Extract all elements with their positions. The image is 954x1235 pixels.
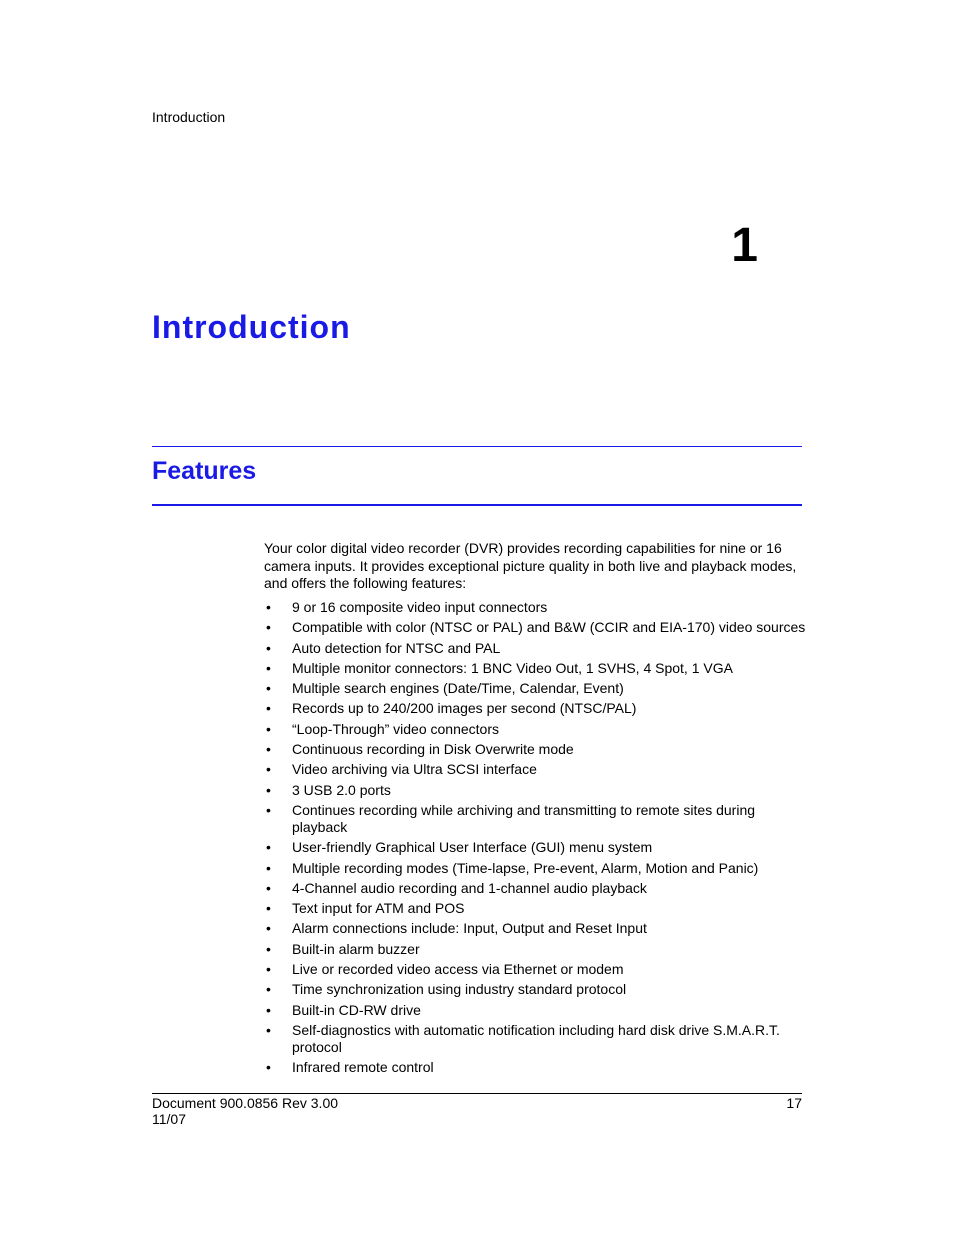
feature-list-item — [264, 782, 809, 799]
feature-text: Video archiving via Ultra SCSI interface — [292, 761, 537, 778]
bullet-icon: • — [266, 920, 271, 937]
intro-paragraph: Your color digital video recorder (DVR) provides recording capabilities for nine or 16 camera inputs. It provides exceptional picture quality in both live and playback modes, and offers the following features: — [264, 540, 797, 591]
feature-list-item — [264, 941, 809, 958]
feature-text: Time synchronization using industry standard protocol — [292, 981, 627, 998]
feature-list-item — [264, 981, 809, 998]
bullet-icon: • — [266, 839, 271, 856]
section-rule-bottom — [152, 504, 802, 506]
chapter-number: 1 — [731, 219, 758, 272]
feature-text: Multiple recording modes (Time-lapse, Pre-event, Alarm, Motion and Panic) — [292, 859, 759, 876]
bullet-icon: • — [266, 1001, 271, 1018]
feature-list-item — [264, 761, 809, 778]
section-rule-top — [152, 446, 802, 447]
feature-list-item — [264, 660, 809, 677]
bullet-icon: • — [266, 801, 271, 818]
feature-list — [264, 599, 809, 1080]
feature-list-item — [264, 1022, 809, 1056]
bullet-icon: • — [266, 619, 271, 636]
feature-text: Continues recording while archiving and transmitting to remote sites during playback — [292, 801, 756, 835]
bullet-icon: • — [266, 599, 271, 615]
section-title: Features — [152, 457, 257, 485]
bullet-icon: • — [266, 900, 271, 917]
bullet-icon: • — [266, 761, 271, 778]
feature-text: Self-diagnostics with automatic notification including hard disk drive S.M.A.R.T. protocol — [292, 1021, 780, 1055]
feature-text: Text input for ATM and POS — [292, 900, 465, 917]
feature-text: 9 or 16 composite video input connectors — [292, 599, 548, 615]
footer-date: 11/07 — [152, 1111, 186, 1127]
feature-list-item — [264, 1002, 809, 1019]
feature-text: Multiple monitor connectors: 1 BNC Video Out, 1 SVHS, 4 Spot, 1 VGA — [292, 659, 733, 676]
running-header: Introduction — [152, 109, 226, 125]
bullet-icon: • — [266, 659, 271, 676]
bullet-icon: • — [266, 1059, 271, 1076]
feature-text: Auto detection for NTSC and PAL — [292, 639, 501, 656]
feature-list-item — [264, 880, 809, 897]
footer-document-info — [152, 1095, 338, 1127]
feature-list-item — [264, 721, 809, 738]
feature-text: Compatible with color (NTSC or PAL) and B&W (CCIR and EIA-170) video sources — [292, 619, 806, 636]
feature-text: Records up to 240/200 images per second (NTSC/PAL) — [292, 700, 637, 717]
bullet-icon: • — [266, 680, 271, 697]
bullet-icon: • — [266, 859, 271, 876]
bullet-icon: • — [266, 879, 271, 896]
feature-list-item — [264, 802, 809, 836]
feature-list-item — [264, 700, 809, 717]
feature-list-item — [264, 839, 809, 856]
feature-list-item — [264, 920, 809, 937]
chapter-title: Introduction — [152, 309, 351, 345]
feature-text: User-friendly Graphical User Interface (GUI) menu system — [292, 839, 653, 856]
feature-text: Multiple search engines (Date/Time, Calendar, Event) — [292, 680, 624, 697]
feature-text: Built-in CD-RW drive — [292, 1001, 421, 1018]
feature-list-item — [264, 599, 809, 616]
feature-list-item — [264, 900, 809, 917]
feature-text: 4-Channel audio recording and 1-channel audio playback — [292, 879, 647, 896]
bullet-icon: • — [266, 961, 271, 978]
footer-rule — [152, 1093, 802, 1094]
feature-text: 3 USB 2.0 ports — [292, 781, 391, 798]
bullet-icon: • — [266, 639, 271, 656]
bullet-icon: • — [266, 981, 271, 998]
page-number: 17 — [786, 1095, 802, 1111]
feature-text: “Loop-Through” video connectors — [292, 720, 500, 737]
feature-list-item — [264, 680, 809, 697]
feature-list-item — [264, 961, 809, 978]
bullet-icon: • — [266, 720, 271, 737]
feature-text: Infrared remote control — [292, 1059, 434, 1076]
bullet-icon: • — [266, 1021, 271, 1038]
feature-text: Live or recorded video access via Ethernet or modem — [292, 961, 624, 978]
feature-text: Alarm connections include: Input, Output and Reset Input — [292, 920, 647, 937]
footer-document-number: Document 900.0856 Rev 3.00 — [152, 1095, 339, 1111]
feature-text: Built-in alarm buzzer — [292, 940, 420, 957]
feature-list-item — [264, 741, 809, 758]
bullet-icon: • — [266, 741, 271, 758]
feature-list-item — [264, 860, 809, 877]
bullet-icon: • — [266, 781, 271, 798]
feature-text: Continuous recording in Disk Overwrite mode — [292, 741, 574, 758]
bullet-icon: • — [266, 940, 271, 957]
feature-list-item — [264, 1059, 809, 1076]
feature-list-item — [264, 619, 809, 636]
bullet-icon: • — [266, 700, 271, 717]
feature-list-item — [264, 640, 809, 657]
